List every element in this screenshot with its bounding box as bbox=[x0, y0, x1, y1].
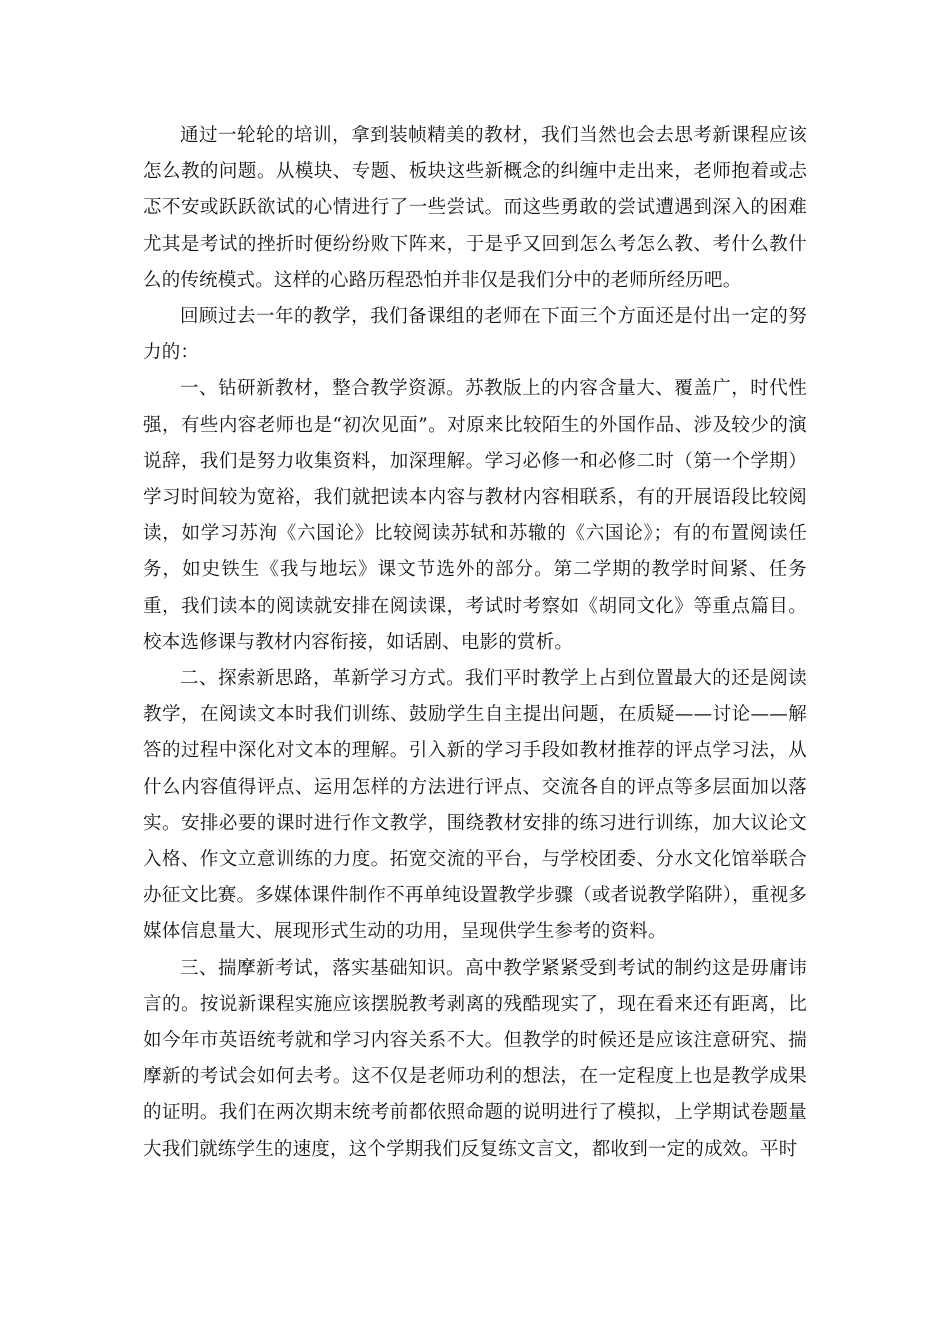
paragraph-review: 回顾过去一年的教学，我们备课组的老师在下面三个方面还是付出一定的努力的： bbox=[143, 306, 807, 364]
paragraph-intro: 通过一轮轮的培训，拿到装帧精美的教材，我们当然也会去思考新课程应该怎么教的问题。从模块、专题、板块这些新概念的纠缠中走出来，老师抱着或忐忑不安或跃跃欲试的心情进行了一些尝试。而这些勇敢的尝试遭遇到深入的困难尤其是考试的挫折时便纷纷败下阵来，于是乎又回到怎么考怎么教、考什么教什么的传统模式。这样的心路历程恐怕并非仅是我们分中的老师所经历吧。 bbox=[143, 125, 807, 291]
document-body bbox=[143, 118, 807, 1168]
paragraph-point-two: 二、探索新思路，革新学习方式。我们平时教学上占到位置最大的还是阅读教学，在阅读文本时我们训练、鼓励学生自主提出问题，在质疑——讨论——解答的过程中深化对文本的理解。引入新的学习手段如教材推荐的评点学习法，从什么内容值得评点、运用怎样的方法进行评点、交流各自的评点等多层面加以落实。安排必要的课时进行作文教学，围绕教材安排的练习进行训练，加大议论文入格、作文立意训练的力度。拓宽交流的平台，与学校团委、分水文化馆举联合办征文比赛。多媒体课件制作不再单纯设置教学步骤（或者说教学陷阱），重视多媒体信息量大、展现形式生动的功用，呈现供学生参考的资料。 bbox=[143, 668, 807, 943]
paragraph-point-one: 一、钻研新教材，整合教学资源。苏教版上的内容含量大、覆盖广，时代性强，有些内容老师也是“初次见面”。对原来比较陌生的外国作品、涉及较少的演说辞，我们是努力收集资料，加深理解。学习必修一和必修二时（第一个学期）学习时间较为宽裕，我们就把读本内容与教材内容相联系，有的开展语段比较阅读，如学习苏洵《六国论》比较阅读苏轼和苏辙的《六国论》；有的布置阅读任务，如史铁生《我与地坛》课文节选外的部分。第二学期的教学时间紧、任务重，我们读本的阅读就安排在阅读课，考试时考察如《胡同文化》等重点篇目。校本选修课与教材内容衔接，如话剧、电影的赏析。 bbox=[143, 378, 807, 653]
paragraph-point-three: 三、揣摩新考试，落实基础知识。高中教学紧紧受到考试的制约这是毋庸讳言的。按说新课程实施应该摆脱教考剥离的残酷现实了，现在看来还有距离，比如今年市英语统考就和学习内容关系不大。但教学的时候还是应该注意研究、揣摩新的考试会如何去考。这不仅是老师功利的想法，在一定程度上也是教学成果的证明。我们在两次期末统考前都依照命题的说明进行了模拟，上学期试卷题量大我们就练学生的速度，这个学期我们反复练文言文，都收到一定的成效。平时 bbox=[143, 957, 807, 1160]
